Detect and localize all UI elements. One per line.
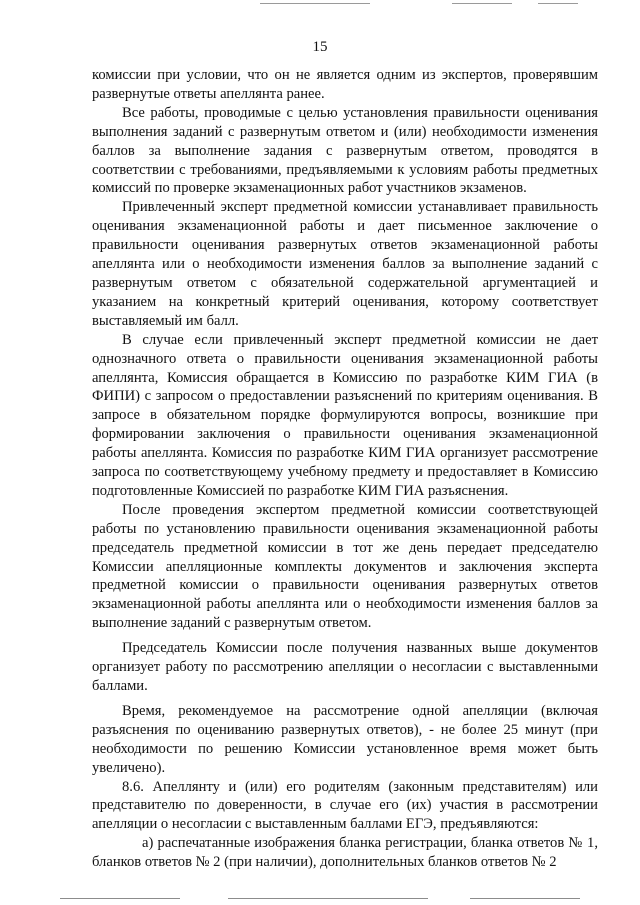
scan-edge-line [470,898,580,899]
scan-edge-line [538,3,578,4]
scan-edge-line [228,898,428,899]
paragraph: Все работы, проводимые с целью установления правильности оценивания выполнения заданий с развернутым ответом и (или) необходимости изменения баллов за выполнение задания с развернутым ответом, проводятся в соответствии с требованиями, предъявляемыми к условиям работы предметных комиссий по проверке экзаменационных работ участников экзаменов. [92,104,598,197]
paragraph: Председатель Комиссии после получения названных выше документов организует работу по рассмотрению апелляции о несогласии с выставленными баллами. [92,640,598,694]
scan-edge-line [452,3,512,4]
document-body [92,66,598,872]
scan-edge-line [260,3,370,4]
paragraph: Привлеченный эксперт предметной комиссии устанавливает правильность оценивания экзаменационной работы и дает письменное заключение о правильности оценивания развернутых ответов экзаменационной работы апеллянта или о необходимости изменения баллов за выполнение заданий с развернутым ответом с обязательной содержательной аргументацией и указанием на конкретный критерий оценивания, которому соответствует выставляемый им балл. [92,199,598,329]
paragraph: 8.6. Апеллянту и (или) его родителям (законным представителям) или представителю по доверенности, в случае его (их) участия в рассмотрении апелляции о несогласии с выставленным баллами ЕГЭ, предъявляются: [92,778,598,833]
paragraph: а) распечатанные изображения бланка регистрации, бланка ответов № 1, бланков ответов № 2 (при наличии), дополнительных бланков ответов № 2 [92,835,598,871]
scan-edge-line [60,898,180,899]
paragraph: После проведения экспертом предметной комиссии соответствующей работы по установлению правильности оценивания экзаменационной работы председатель предметной комиссии в тот же день передает председателю Комиссии апелляционные комплекты документов и заключения эксперта предметной комиссии о правильности оценивания развернутых ответов экзаменационной работы апеллянта или о необходимости изменения баллов за выполнение заданий с развернутым ответом. [92,501,598,632]
paragraph: Время, рекомендуемое на рассмотрение одной апелляции (включая разъяснения по оцениванию развернутых ответов), - не более 25 минут (при необходимости по решению Комиссии установленное время может быть увеличено). [92,702,598,776]
page-number: 15 [312,39,328,55]
paragraph: В случае если привлеченный эксперт предметной комиссии не дает однозначного ответа о правильности оценивания экзаменационной работы апеллянта, Комиссия обращается в Комиссию по разработке КИМ ГИА (в ФИПИ) с запросом о предоставлении разъяснений по критериям оценивания. В запросе в обязательном порядке формулируются вопросы, возникшие при формировании заключения о правильности оценивания экзаменационной работы апеллянта. Комиссия по разработке КИМ ГИА организует рассмотрение запроса по соответствующему учебному предмету и предоставляет в Комиссию подготовленные Комиссией по разработке КИМ ГИА разъяснения. [92,331,598,499]
paragraph: комиссии при условии, что он не является одним из экспертов, проверявшим развернутые ответы апеллянта ранее. [92,67,598,102]
